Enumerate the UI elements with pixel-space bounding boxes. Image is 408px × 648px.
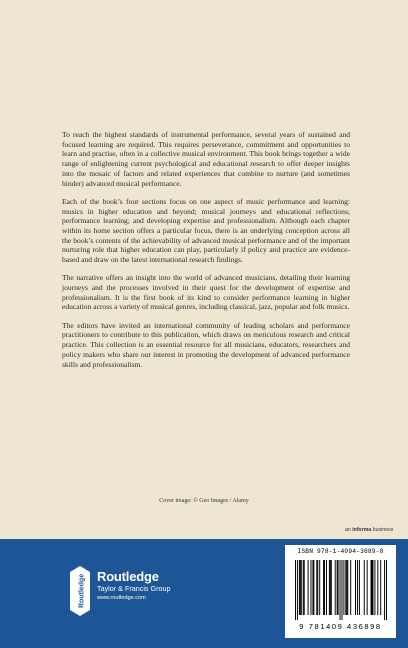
barcode-bar bbox=[347, 560, 348, 615]
barcode-bar bbox=[308, 560, 309, 615]
barcode-bar bbox=[350, 560, 351, 615]
barcode-bar bbox=[340, 560, 341, 620]
routledge-logo-icon bbox=[64, 564, 96, 616]
barcode-bar bbox=[313, 560, 314, 615]
barcode-bar bbox=[384, 560, 385, 620]
blurb bbox=[62, 130, 350, 378]
barcode-bar bbox=[303, 560, 304, 615]
barcode-bar bbox=[331, 560, 332, 615]
barcode-bar bbox=[374, 560, 375, 615]
publisher-name: Routledge bbox=[97, 569, 159, 584]
publisher-group: Taylor & Francis Group bbox=[97, 584, 171, 593]
barcode-bar bbox=[343, 560, 344, 615]
publisher-website: www.routledge.com bbox=[97, 595, 146, 601]
barcode-bar bbox=[345, 560, 346, 615]
barcode-bar bbox=[377, 560, 378, 615]
barcode-bar bbox=[335, 560, 336, 615]
barcode-bar bbox=[380, 560, 381, 615]
barcode-bar bbox=[297, 560, 298, 620]
barcode-bar bbox=[359, 560, 360, 615]
cover-image-credit: Cover image: © Geo Images / Alamy bbox=[159, 498, 249, 504]
barcode-bar bbox=[312, 560, 313, 615]
barcode-bar bbox=[317, 560, 318, 615]
informa-brand: informa bbox=[352, 527, 372, 533]
barcode-bar bbox=[386, 560, 387, 620]
blurb-paragraph-4: The editors have invited an international community of leading scholars and performance practitioners to contribute to this publication, which draws on meticulous research and critical practice. This collection is an essential resource for all musicians, educators, researchers and policy makers who share our interest in promoting the development of advanced performance skills and professionalism. bbox=[62, 320, 350, 369]
barcode-bar bbox=[324, 560, 325, 615]
publisher-brand bbox=[97, 569, 171, 602]
barcode-bar bbox=[341, 560, 342, 620]
barcode-panel bbox=[285, 545, 396, 638]
barcode-bar bbox=[299, 560, 300, 615]
barcode-bar bbox=[304, 560, 305, 615]
barcode-bar bbox=[367, 560, 368, 615]
barcode-bars bbox=[295, 560, 387, 620]
barcode-bar bbox=[295, 560, 296, 620]
barcode-bar bbox=[372, 560, 373, 615]
blurb-paragraph-2: Each of the book’s four sections focus on one aspect of music performance and learning: musics in higher education and beyond; musical journeys and educational reflections; performance learning; and developing expertise and professionalism. Although each chapter within its home section offers a particular focus, there is an underlying conception across all the book’s contents of the achievability of advanced musical performance and of the important nurturing role that higher education can play, particularly if policy and practice are evidence-based and draw on the latest international research findings. bbox=[62, 196, 350, 265]
blurb-paragraph-1: To reach the highest standards of instrumental performance, several years of sustained and focused learning are required. This requires perseverance, commitment and opportunities to learn and practise, often in a collective musical environment. This book brings together a wide range of enlightening current psychological and educational research to offer deeper insights into the mosaic of factors and related experiences that combine to nurture (and sometimes hinder) advanced musical performance. bbox=[62, 130, 350, 188]
barcode-bar bbox=[346, 560, 347, 615]
barcode-bar bbox=[357, 560, 358, 615]
isbn-label: ISBN 978-1-4094-3689-8 bbox=[297, 548, 384, 555]
barcode-bar bbox=[316, 560, 317, 615]
blurb-paragraph-3: The narrative offers an insight into the world of advanced musicians, detailing their learning journeys and the processes involved in their quest for the development of expertise and professionalism. It is the first book of its kind to consider performance learning in higher education across a variety of musical genres, including classical, jazz, popular and folk musics. bbox=[62, 273, 350, 312]
barcode-bar bbox=[301, 560, 302, 615]
barcode-bar bbox=[372, 560, 373, 615]
barcode-bar bbox=[300, 560, 301, 615]
informa-suffix: business bbox=[371, 527, 394, 533]
informa-business-line bbox=[345, 527, 393, 533]
barcode-bar bbox=[338, 560, 339, 615]
barcode-bar bbox=[364, 560, 365, 615]
barcode-bar bbox=[330, 560, 331, 615]
barcode-digits: 9 781409 436898 bbox=[299, 622, 382, 631]
barcode-bar bbox=[323, 560, 324, 615]
barcode-bar bbox=[329, 560, 330, 615]
barcode-bar bbox=[355, 560, 356, 615]
barcode-bar bbox=[319, 560, 320, 615]
barcode-bar bbox=[326, 560, 327, 615]
barcode-bar bbox=[310, 560, 311, 615]
barcode-bar bbox=[371, 560, 372, 615]
routledge-logo-text: Routledge bbox=[78, 573, 86, 608]
informa-prefix: an bbox=[345, 527, 353, 533]
barcode-bar bbox=[337, 560, 338, 615]
